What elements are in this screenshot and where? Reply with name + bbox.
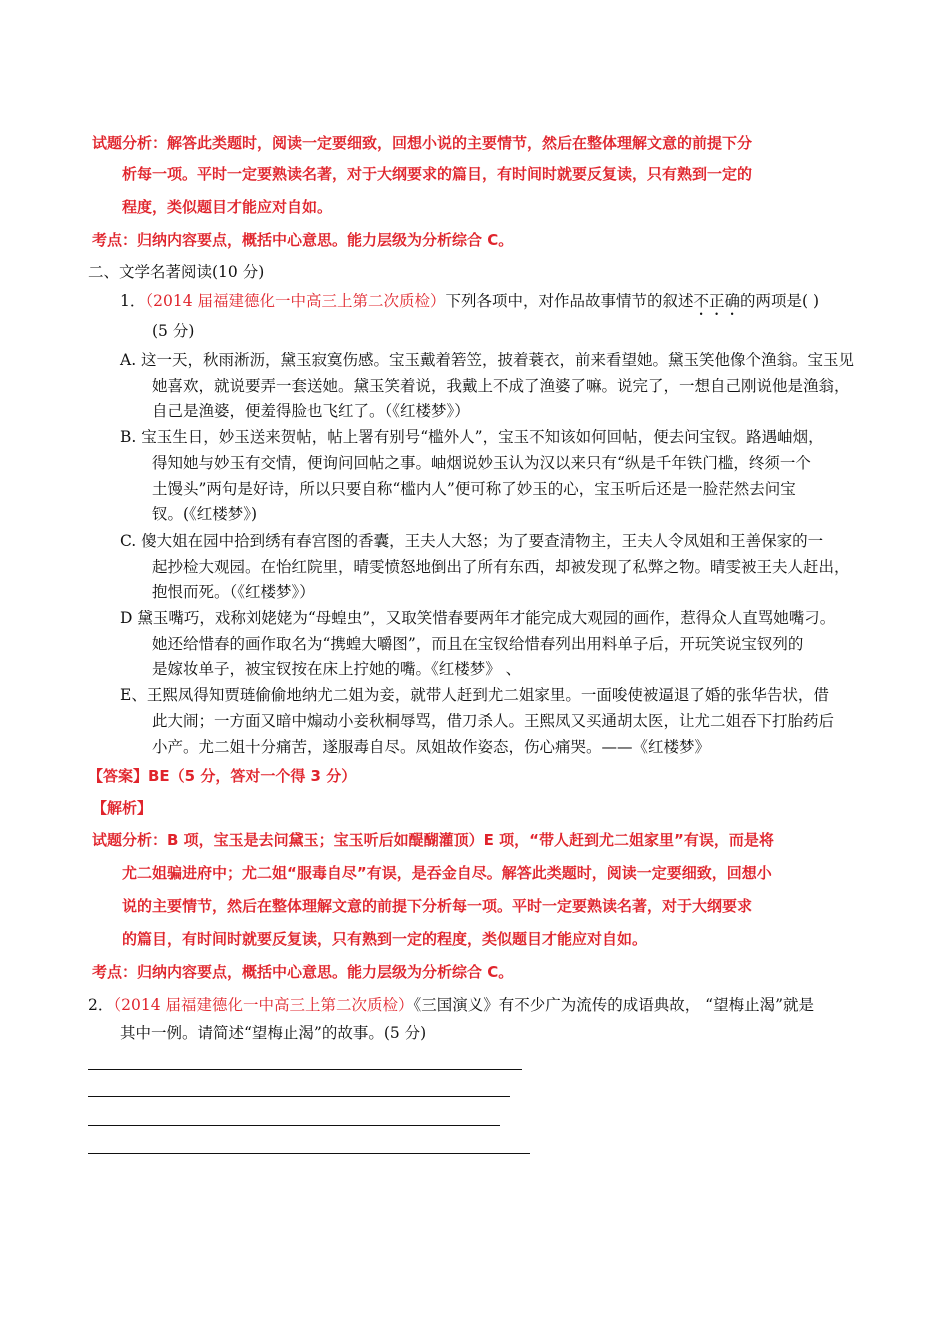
q1-analysis-line-4: 的篇目，有时间时就要反复读，只有熟到一定的程度，类似题目才能应对自如。 [122,930,648,948]
analysis-line-2: 析每一项。平时一定要熟读名著，对于大纲要求的篇目，有时间时就要反复读，只有熟到一定的 [122,165,753,183]
option-a-line-1: A. 这一天，秋雨淅沥，黛玉寂寞伤感。宝玉戴着箬笠，披着蓑衣，前来看望她。黛玉笑他像个渔翁。宝玉见 [120,351,855,369]
answer-blank-line[interactable] [88,1125,500,1126]
q1-stem [120,290,819,319]
q2-number: 2． [88,996,114,1014]
option-a-line-2: 她喜欢，就说要弄一套送她。黛玉笑着说，我戴上不成了渔婆了嘛。说完了，一想自己刚说他是渔翁， [152,377,850,395]
q1-stem-before: 下列各项中，对作品故事情节的叙述 [445,292,694,310]
q2-stem-line-1 [88,994,814,1016]
analysis-line-3: 程度，类似题目才能应对自如。 [122,198,333,216]
kaodian-2: 考点：归纳内容要点，概括中心意思。能力层级为分析综合 C。 [92,963,514,981]
option-c-line-2: 起抄检大观园。在怡红院里，晴雯愤怒地倒出了所有东西，却被发现了私弊之物。晴雯被王夫人赶出， [152,558,850,576]
q2-stem-text: 《三国演义》有不少广为流传的成语典故， “望梅止渴”就是 [413,996,815,1014]
option-b-line-3: 土馒头”两句是好诗，所以只要自称“槛内人”便可称了妙玉的心，宝玉听后还是一脸茫然去问宝 [152,480,796,498]
answer-blank-line[interactable] [88,1069,522,1070]
q1-analysis-line-3: 说的主要情节，然后在整体理解文意的前提下分析每一项。平时一定要熟读名著，对于大纲要求 [122,897,753,915]
answer-blank-line[interactable] [88,1153,530,1154]
q1-stem-after: 的两项是( ) [740,292,820,310]
section-heading: 二、文学名著阅读(10 分) [88,263,265,281]
kaodian-1: 考点：归纳内容要点，概括中心意思。能力层级为分析综合 C。 [92,231,514,249]
option-e-line-1: E、王熙凤得知贾琏偷偷地纳尤二姐为妾，就带人赶到尤二姐家里。一面唆使被逼退了婚的张华告状，借 [120,686,829,704]
analysis-line-1: 试题分析：解答此类题时，阅读一定要细致，回想小说的主要情节，然后在整体理解文意的前提下分 [92,134,753,152]
option-c-line-3: 抱恨而死。（《红楼梦》） [152,583,315,601]
answer-blank-line[interactable] [88,1096,510,1097]
option-e-line-3: 小产。尤二姐十分痛苦，遂服毒自尽。凤姐故作姿态，伤心痛哭。——《红楼梦》 [152,738,711,756]
q1-jiexi: 【解析】 [92,799,153,817]
option-b-line-2: 得知她与妙玉有交情，便询问回帖之事。岫烟说妙玉认为汉以来只有“纵是千年铁门槛，终须一个 [152,454,811,472]
q1-analysis-line-1: 试题分析：B 项，宝玉是去问黛玉；宝玉听后如醍醐灌顶）E 项，“带人赶到尤二姐家里”有误，而是将 [92,831,774,849]
option-d-line-1: D 黛玉嘴巧，戏称刘姥姥为“母蝗虫”，又取笑惜春要两年才能完成大观园的画作，惹得众人直骂她嘴刁。 [120,609,836,627]
q1-analysis-line-2: 尤二姐骗进府中；尤二姐“服毒自尽”有误，是吞金自尽。解答此类题时，阅读一定要细致，回想小 [122,864,772,882]
q1-points: (5 分) [152,322,195,340]
q1-source: （2014 届福建德化一中高三上第二次质检） [145,292,446,310]
option-d-line-3: 是嫁妆单子，被宝钗按在床上拧她的嘴。《红楼梦》 、 [152,660,522,678]
q1-stem-emphasis: 不正确 [693,292,741,310]
option-d-line-2: 她还给惜春的画作取名为“携蝗大嚼图”，而且在宝钗给惜春列出用料单子后，开玩笑说宝钗列的 [152,635,804,653]
q1-number: 1． [120,292,146,310]
option-b-line-4: 钗。(《红楼梦》) [152,505,258,523]
q1-answer: 【答案】BE（5 分，答对一个得 3 分） [88,767,357,785]
q2-source: （2014 届福建德化一中高三上第二次质检） [113,996,414,1014]
q2-stem-line-2: 其中一例。请简述“望梅止渴”的故事。(5 分) [120,1024,427,1042]
option-a-line-3: 自己是渔婆，便羞得脸也飞红了。（《红楼梦》） [152,402,470,420]
option-b-line-1: B. 宝玉生日，妙玉送来贺帖，帖上署有别号“槛外人”，宝玉不知该如何回帖，便去问宝钗。路遇岫烟， [120,428,824,446]
option-c-line-1: C. 傻大姐在园中拾到绣有春宫图的香囊，王夫人大怒；为了要查清物主，王夫人令凤姐和王善保家的一 [120,532,824,550]
option-e-line-2: 此大闹；一方面又暗中煽动小妾秋桐辱骂，借刀杀人。王熙凤又买通胡太医，让尤二姐吞下打胎药后 [152,712,835,730]
